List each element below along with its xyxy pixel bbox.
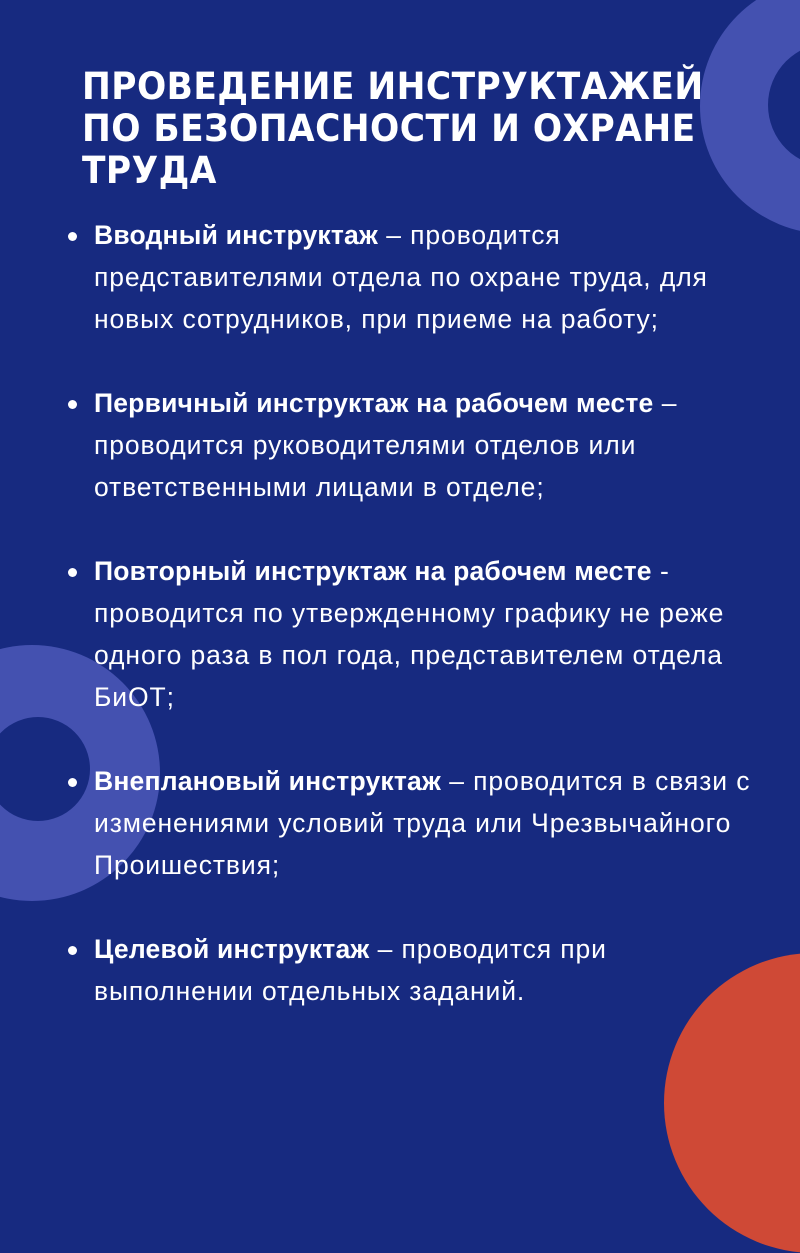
item-term: Целевой инструктаж <box>94 934 370 964</box>
item-description: – проводится руководителями отделов или ответственными лицами в отделе; <box>94 388 678 502</box>
briefing-list <box>66 214 766 1054</box>
item-term: Первичный инструктаж на рабочем месте <box>94 388 654 418</box>
list-item-introductory <box>66 214 766 340</box>
item-description: – проводится в связи с изменениями условий труда или Чрезвычайного Проишествия; <box>94 766 751 880</box>
item-description: - проводится по утвержденному графику не реже одного раза в пол года, представителем отдела БиОТ; <box>94 556 725 712</box>
item-description: – проводится представителями отдела по охране труда, для новых сотрудников, при приеме на работу; <box>94 220 708 334</box>
page-title <box>82 66 733 192</box>
list-item-repeated <box>66 550 766 718</box>
title-line-2: ПО БЕЗОПАСНОСТИ И ОХРАНЕ <box>82 107 696 150</box>
title-line-3: ТРУДА <box>82 149 217 192</box>
item-term: Повторный инструктаж на рабочем месте <box>94 556 652 586</box>
list-item-targeted <box>66 928 766 1012</box>
item-term: Вводный инструктаж <box>94 220 378 250</box>
list-item-unscheduled <box>66 760 766 886</box>
title-line-1: ПРОВЕДЕНИЕ ИНСТРУКТАЖЕЙ <box>82 65 704 108</box>
item-term: Внеплановый инструктаж <box>94 766 441 796</box>
list-item-primary <box>66 382 766 508</box>
item-description: – проводится при выполнении отдельных заданий. <box>94 934 607 1006</box>
